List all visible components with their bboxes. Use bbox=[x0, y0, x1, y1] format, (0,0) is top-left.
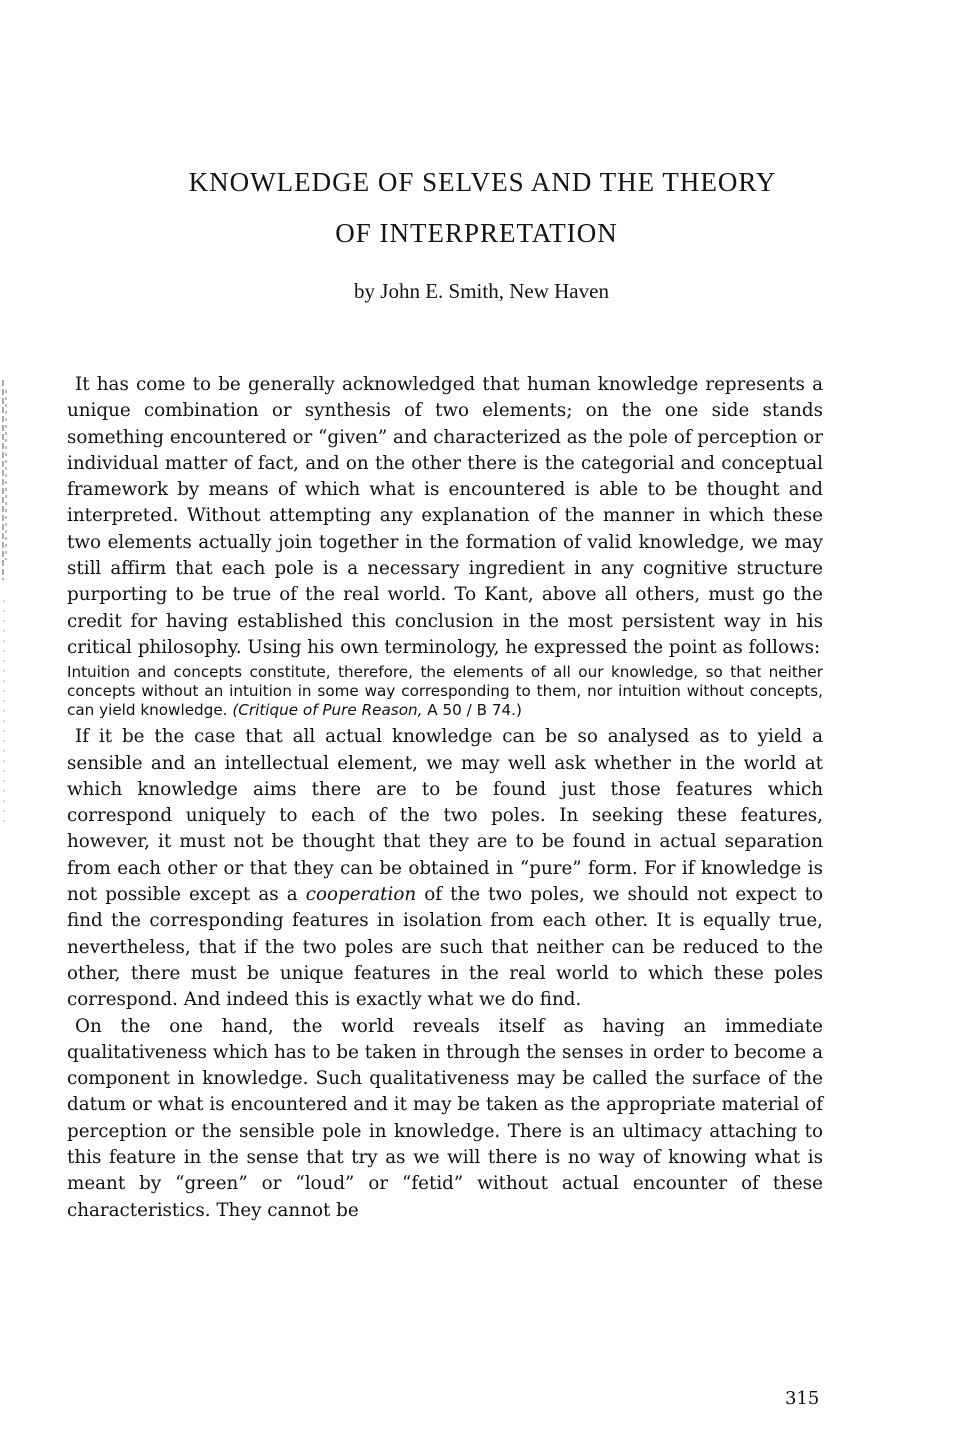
paragraph-2-emphasis: cooperation bbox=[305, 884, 417, 906]
quote-text: Intuition and concepts constitute, therefore, the elements of all our knowledge, so that neither concepts without an intuition in some way corresponding to them, nor intuition without concepts, can yield knowledge. bbox=[67, 663, 823, 720]
paragraph-2 bbox=[67, 724, 823, 1013]
paragraph-2-text-b: of the two poles, we should not expect to find the corresponding features in isolation from each other. It is equally true, nevertheless, that if the two poles are such that neither can be reduced to the other, there must be unique features in the real world to which these poles correspond. And indeed this is exactly what we do find. bbox=[67, 884, 824, 1011]
article-title-line-2: OF INTERPRETATION bbox=[335, 218, 618, 248]
scan-margin-marks bbox=[0, 370, 12, 840]
page-number: 315 bbox=[785, 1388, 820, 1409]
paragraph-3: On the one hand, the world reveals itself as having an immediate qualitativeness which has to be taken in through the senses in order to become a component in knowledge. Such qualitativeness may be called the surface of the datum or what is encountered and it may be taken as the appropriate material of perception or the sensible pole in knowledge. There is an ultimacy attaching to this feature in the sense that try as we will there is no way of knowing what is meant by “green” or “loud” or “fetid” without actual encounter of these characteristics. They cannot be bbox=[67, 1015, 823, 1221]
article-title-line-1: KNOWLEDGE OF SELVES AND THE THEORY bbox=[188, 167, 777, 197]
author-byline: by John E. Smith, New Haven bbox=[354, 279, 609, 303]
quote-reference: A 50 / B 74.) bbox=[427, 701, 522, 720]
paragraph-1: It has come to be generally acknowledged that human knowledge represents a unique combination or synthesis of two elements; on the one side stands something encountered or “given” and characterized as the pole of perception or individual matter of fact, and on the other there is the categorial and conceptual framework by means of which what is encountered is able to be thought and interpreted. Without attempting any explanation of the manner in which these two elements actually join together in the formation of valid knowledge, we may still affirm that each pole is a necessary ingredient in any cognitive structure purporting to be true of the real world. To Kant, above all others, must go the credit for having established this conclusion in the most persistent way in his critical philosophy. Using his own terminology, he expressed the point as follows: bbox=[67, 374, 823, 658]
block-quote bbox=[67, 663, 823, 720]
paragraph-2-text-a: If it be the case that all actual knowledge can be so analysed as to yield a sensible and an intellectual element, we may well ask whether in the world at which knowledge aims there are to be found just those features which correspond uniquely to each of the two poles. In seeking these features, however, it must not be thought that they are to be found in actual separation from each other or that they can be obtained in “pure” form. For if knowledge is not possible except as a bbox=[67, 726, 823, 906]
article-body bbox=[67, 372, 823, 1224]
quote-citation: (Critique of Pure Reason, bbox=[232, 701, 423, 720]
